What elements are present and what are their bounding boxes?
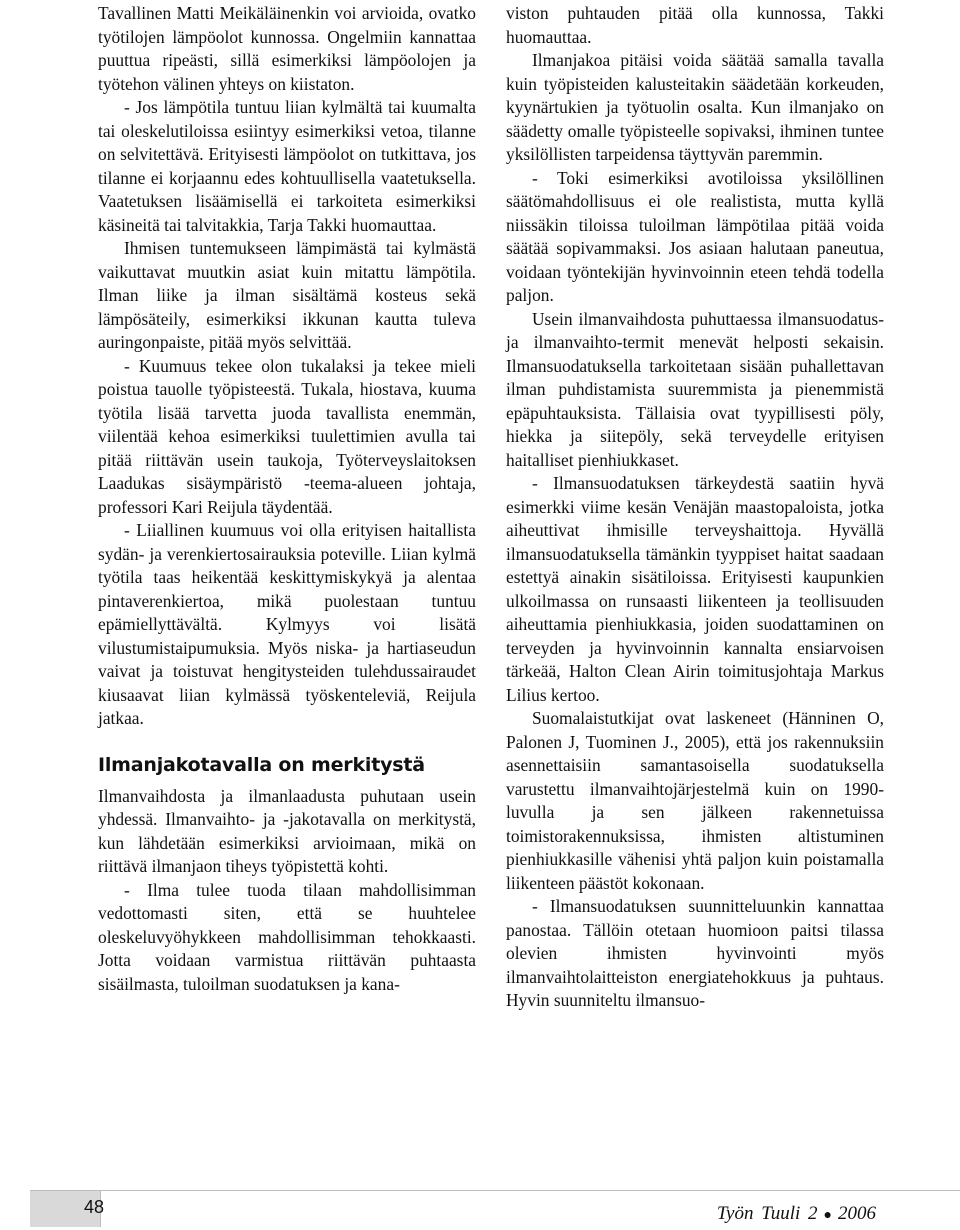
issue-number: 2 (808, 1203, 818, 1224)
body-paragraph: - Jos lämpötila tuntuu liian kylmältä tai kuumalta tai oleskelutiloissa esiintyy esimerkiksi vetoa, tilanne on selvitettävä. Erityisesti lämpöolot on tutkittava, jos tilanne ei korjaannu edes kohtuullisella vaatetuksella. Vaatetuksen lisäämisellä ei tarkoiteta esimerkiksi käsineitä tai talvitakkia, Tarja Takki huomauttaa. (98, 97, 476, 235)
body-paragraph: Ihmisen tuntemukseen lämpimästä tai kylmästä vaikuttavat muutkin asiat kuin mitattu lämpötila. Ilman liike ja ilman sisältämä kosteus sekä lämpösäteily, esimerkiksi ikkunan kautta tuleva auringonpaiste, pitää myös selvittää. (98, 238, 476, 352)
body-paragraph: - Ilmansuodatuksen tärkeydestä saatiin hyvä esimerkki viime kesän Venäjän maastopaloista, jotka aiheuttivat ihmisille terveyshaittoja. Hyvällä ilmansuodatuksella tämänkin tyyppiset haitat saadaan estettyä ainakin sisätiloissa. Erityisesti kaupunkien ulkoilmassa on runsaasti liikenteen ja teollisuuden aiheuttamia pienhiukkasia, joiden suodattaminen on terveyden ja hyvinvoinnin kannalta ensiarvoisen tärkeää, Halton Clean Airin toimitusjohtaja Markus Lilius kertoo. (506, 473, 884, 705)
publication-year: 2006 (838, 1203, 876, 1224)
body-paragraph: - Toki esimerkiksi avotiloissa yksilöllinen säätömahdollisuus ei ole realistista, mutta kyllä niissäkin tiloissa tuloilman lämpötilaa pitää voida säätää sopivammaksi. Jos asiaan halutaan paneutua, voidaan työntekijän hyvinvoinnin eteen tehdä todella paljon. (506, 167, 884, 305)
body-paragraph: Suomalaistutkijat ovat laskeneet (Hänninen O, Palonen J, Tuominen J., 2005), että jos rakennuksiin asennettaisiin samantasoisella suodatuksella varustettu ilmanvaihtojärjestelmä kuin on 1990-luvulla ja sen jälkeen rakennetuissa toimistorakennuksissa, ihmisten altistuminen pienhiukkasille vähenisi yhtä paljon kuin poistamalla liikenteen päästöt kokonaan. (506, 708, 884, 893)
page-number-box (30, 1190, 105, 1227)
section-subheading: Ilmanjakotavalla on merkitystä (98, 753, 425, 776)
left-column (98, 2, 476, 996)
body-paragraph: - Ilma tulee tuoda tilaan mahdollisimman vedottomasti siten, että se huuhtelee oleskeluvyöhykkeen mahdollisimman tehokkaasti. Jotta voidaan varmistua riittävän puhtaasta sisäilmasta, tuloilman suodatuksen ja kana- (98, 879, 476, 994)
body-paragraph: viston puhtauden pitää olla kunnossa, Takki huomauttaa. (506, 3, 884, 47)
body-paragraph: Tavallinen Matti Meikäläinenkin voi arvioida, ovatko työtilojen lämpöolot kunnossa. Ongelmiin kannattaa puuttua ripeästi, sillä esimerkiksi lämpöolojen ja työtehon välinen yhteys on kiistaton. (98, 3, 476, 94)
right-column (506, 2, 884, 1013)
bullet-separator-icon: ● (823, 1208, 832, 1223)
body-paragraph: Usein ilmanvaihdosta puhuttaessa ilmansuodatus- ja ilmanvaihto-termit menevät helposti sekaisin. Ilmansuodatuksella tarkoitetaan sisään puhallettavan ilman puhdistamista suuremmista ja pienemmistä epäpuhtauksista. Tällaisia ovat tyypillisesti pöly, hiekka ja siitepöly, sekä terveydelle erityisen haitalliset pienhiukkaset. (506, 308, 884, 470)
body-paragraph: Ilmanvaihdosta ja ilmanlaadusta puhutaan usein yhdessä. Ilmanvaihto- ja -jakotavalla on merkitystä, kun lähdetään esimerkiksi arvioimaan, mikä on riittävä ilmanjaon tiheys työpistettä kohti. (98, 785, 476, 876)
journal-footer (717, 1203, 876, 1225)
body-paragraph: - Ilmansuodatuksen suunnitteluunkin kannattaa panostaa. Tällöin otetaan huomioon paitsi tilassa olevien ihmisten hyvinvointi myös ilmanvaihtolaitteiston energiatehokkuus ja puhtaus. Hyvin suunniteltu ilmansuo- (506, 896, 884, 1010)
journal-name: Työn Tuuli (716, 1203, 801, 1224)
body-paragraph: - Liiallinen kuumuus voi olla erityisen haitallista sydän- ja verenkiertosairauksia poteville. Liian kylmä työtila taas heikentää keskittymiskykyä ja alentaa pintaverenkiertoa, mikä puolestaan tuntuu epämiellyttävältä. Kylmyys voi lisätä vilustumistaipumuksia. Myös niska- ja hartiaseudun vaivat ja toistuvat hengitysteiden tulehdussairaudet kiusaavat liian kylmässä työskenteleviä, Reijula jatkaa. (98, 520, 476, 728)
body-paragraph: Ilmanjakoa pitäisi voida säätää samalla tavalla kuin työpisteiden kalusteitakin säädetään korkeuden, kyynärtukien ja työtuolin osalta. Kun ilmanjako on säädetty omalle työpisteelle sopivaksi, ihminen tuntee yksilöllisten tarpeidensa täyttyvän paremmin. (506, 50, 884, 164)
body-paragraph: - Kuumuus tekee olon tukalaksi ja tekee mieli poistua tauolle työpisteestä. Tukala, hiostava, kuuma työtila lisää tarvetta juoda tavallista enemmän, viilentää kehoa esimerkiksi tuulettimien avulla tai pitää riittävän usein taukoja, Työterveyslaitoksen Laadukas sisäympäristö -teema-alueen johtaja, professori Kari Reijula täydentää. (98, 355, 476, 517)
footer-divider (101, 1190, 960, 1191)
page-number: 48 (84, 1197, 105, 1217)
